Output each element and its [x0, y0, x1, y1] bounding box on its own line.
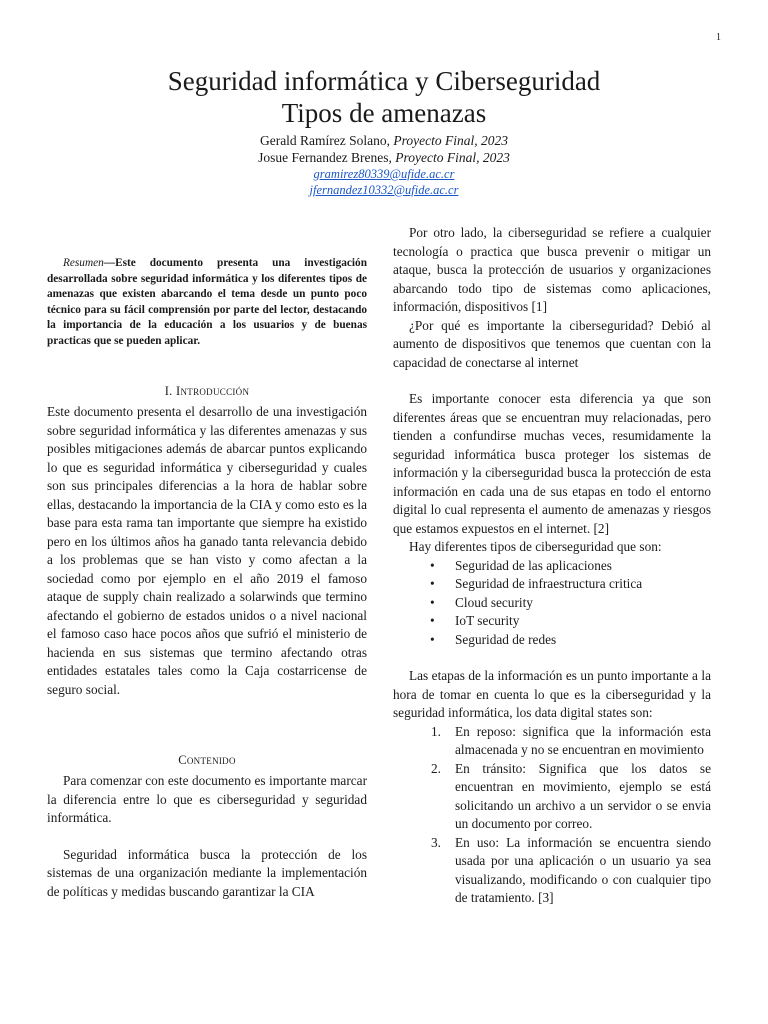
list-item: • Seguridad de las aplicaciones [393, 557, 711, 576]
ciberseguridad-paragraph: Por otro lado, la ciberseguridad se refiere a cualquier tecnología o practica que busca prevenir o mitigar un ataque, busca la protección de usuarios y organizaciones abarcando todo tipo de sistemas como aplicaciones, información, dispositivos [1] [393, 225, 711, 314]
bullet-icon: • [430, 576, 435, 591]
list-item: • IoT security [393, 612, 711, 631]
bullet-icon: • [430, 557, 435, 573]
types-intro: Hay diferentes tipos de ciberseguridad que son: [409, 539, 662, 554]
list-item: • Seguridad de infraestructura critica [393, 575, 711, 594]
bullet-icon: • [430, 613, 435, 628]
abstract-text: —Este documento presenta una investigación desarrollada sobre seguridad informática y los diferentes tipos de amenazas que existen abarcando el tema desde un punto poco técnico para su fácil comprensión por parte del lector, destacando la importancia de la educación a los usuarios y de buenas practicas que se pueden aplicar. [47, 257, 367, 347]
bullet-icon: • [430, 631, 435, 647]
contenido-paragraph-2: Seguridad informática busca la protección de los sistemas de una organización mediante la implementación de políticas y medidas buscando garantizar la CIA [47, 846, 367, 899]
bullet-icon: • [430, 594, 435, 610]
paper-title-line1: Seguridad informática y Ciberseguridad [167, 66, 601, 96]
section-heading-introduction: I. Introducción [164, 384, 250, 398]
list-item: 3. En uso: La información se encuentra siendo usada por una aplicación o un usuario ya sea visualizando, modificando o con cualquier tipo de tratamiento. [3] [431, 834, 711, 905]
contenido-paragraph-1: Para comenzar con este documento es importante marcar la diferencia entre lo que es ciberseguridad y seguridad informática. [47, 773, 367, 825]
author-name: Josue Fernandez Brenes, [258, 150, 392, 165]
abstract [47, 256, 367, 349]
list-item: 2. En tránsito: Significa que los datos se encuentran en movimiento, ejemplo se está solicitando un archivo a un servidor o se envia un documento por correo. [431, 760, 711, 831]
author-email-link[interactable]: jfernandez10332@ufide.ac.cr [309, 183, 459, 197]
contenido-section [47, 772, 367, 901]
introduction-text: Este documento presenta el desarrollo de una investigación sobre seguridad informática y las diferentes amenazas y sus posibles mitigaciones además de abarcar puntos explicando lo que es seguridad informática y ciberseguridad y cuales son sus principales diferencias a la hora de hablar sobre ellas, destacando la importancia de la CIA y como esto es la base para esta rama tan importante que siempre ha existido pero en los últimos años ha ganado tanta relevancia debido a los problemas que se han visto y como afectan a la sociedad como por ejemplo en el año 2019 el famoso ataque de supply chain realizado a solarwinds que termino afectando el gobierno de estados unidos o a nivel nacional el famoso caso hace pocos años que sufrió el ministerio de hacienda en sus sistemas que termino afectando otras entidades estatales tales como la Caja costarricense de seguro social. [47, 404, 367, 697]
data-states-list [393, 723, 711, 908]
author-line-1 [0, 133, 768, 149]
author-affiliation: Proyecto Final, 2023 [395, 150, 510, 165]
list-item: • Cloud security [393, 594, 711, 613]
list-item: • Seguridad de redes [393, 631, 711, 650]
author-email-link[interactable]: gramirez80339@ufide.ac.cr [313, 167, 455, 181]
section-heading-contenido: Contenido [178, 753, 236, 767]
importance-paragraph: ¿Por qué es importante la ciberseguridad? Debió al aumento de dispositivos que tenemos que cuentan con la capacidad de conectarse al internet [393, 317, 711, 370]
introduction-section [47, 403, 367, 699]
right-column [393, 224, 711, 908]
difference-paragraph: Es importante conocer esta diferencia ya que son diferentes áreas que se encuentran muy relacionadas, pero tienden a confundirse muchas veces, resumidamente la seguridad informática busca proteger los sistemas de información y la ciberseguridad busca la protección de esta información en cada una de sus etapas en todo el entorno digital lo cual representa el aumento de amenazas y riesgos que estamos expuestos en el internet. [2] [393, 391, 711, 536]
data-states-intro: Las etapas de la información es un punto importante a la hora de tomar en cuenta lo que es la ciberseguridad y la seguridad informática, los data digital states son: [393, 668, 711, 720]
cybersecurity-types-list [393, 557, 711, 650]
list-item: 1. En reposo: significa que la información esta almacenada y no se encuentran en movimiento [431, 723, 711, 757]
author-line-2 [0, 150, 768, 166]
page-number: 1 [716, 32, 721, 43]
author-affiliation: Proyecto Final, 2023 [393, 133, 509, 148]
author-name: Gerald Ramírez Solano, [259, 133, 391, 148]
abstract-lead: Resumen [63, 257, 104, 269]
paper-title-line2: Tipos de amenazas [281, 98, 487, 128]
